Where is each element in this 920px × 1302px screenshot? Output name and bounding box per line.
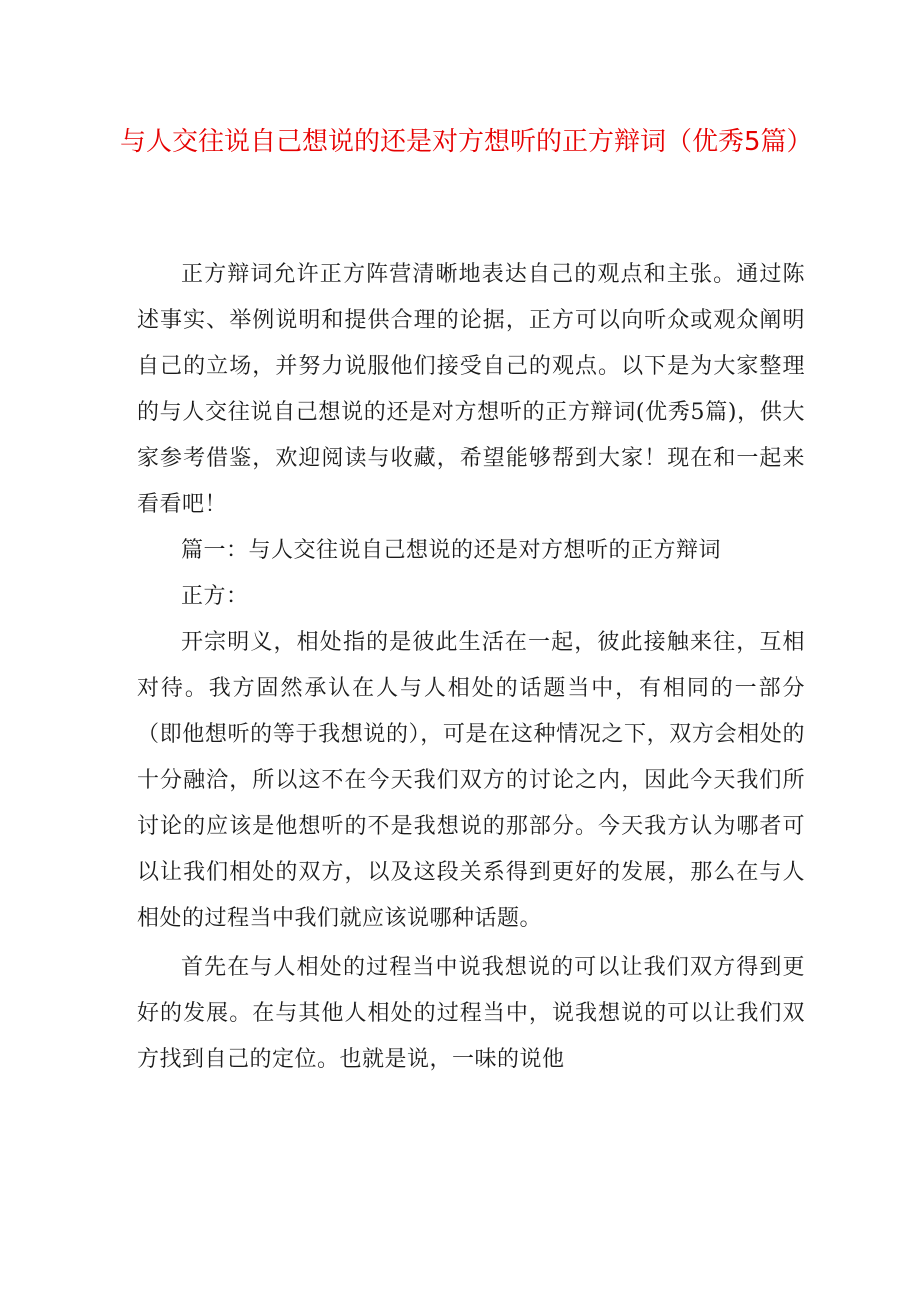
body-paragraph: 开宗明义，相处指的是彼此生活在一起，彼此接触来往，互相对待。我方固然承认在人与人相处的话题当中，有相同的一部分（即他想听的等于我想说的），可是在这种情况之下，双方会相处的十分融洽，所以这不在今天我们双方的讨论之内，因此今天我们所讨论的应该是他想听的不是我想说的那部分。今天我方认为哪者可以让我们相处的双方，以及这段关系得到更好的发展，那么在与人相处的过程当中我们就应该说哪种话题。 (137, 630, 805, 931)
body-paragraph: 首先在与人相处的过程当中说我想说的可以让我们双方得到更好的发展。在与其他人相处的过程当中，说我想说的可以让我们双方找到自己的定位。也就是说，一味的说他 (137, 955, 805, 1072)
section-heading: 篇一：与人交往说自己想说的还是对方想听的正方辩词 (181, 538, 722, 563)
intro-paragraph: 正方辩词允许正方阵营清晰地表达自己的观点和主张。通过陈述事实、举例说明和提供合理的论据，正方可以向听众或观众阐明自己的立场，并努力说服他们接受自己的观点。以下是为大家整理的与人交往说自己想说的还是对方想听的正方辩词(优秀5篇)，供大家参考借鉴，欢迎阅读与收藏，希望能够帮到大家！现在和一起来看看吧！ (137, 262, 805, 517)
document-title: 与人交往说自己想说的还是对方想听的正方辩词（优秀5篇） (120, 127, 813, 157)
speaker-label: 正方： (181, 584, 249, 609)
document-body (137, 252, 805, 1083)
